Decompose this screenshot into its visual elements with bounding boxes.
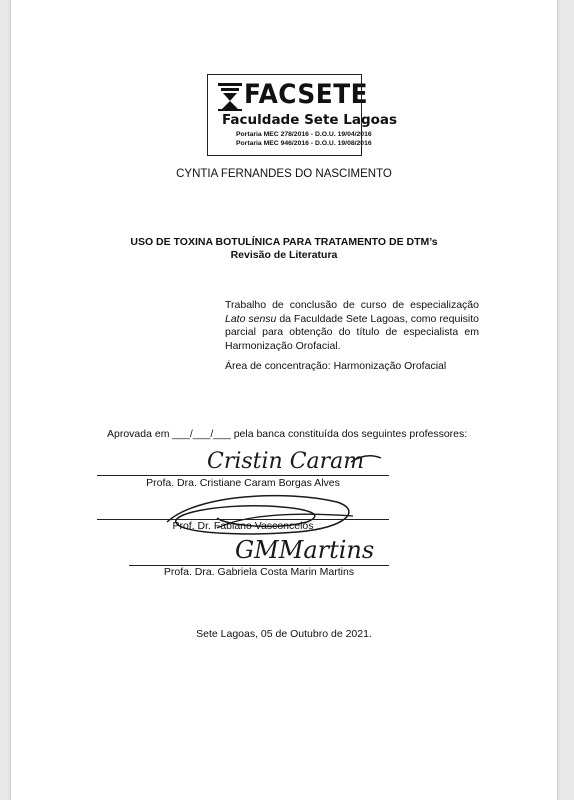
logo-portaria-2: Portaria MEC 946/2016 - D.O.U. 19/08/2016 [236, 140, 372, 147]
institution-logo [207, 74, 398, 156]
signature-line-1 [97, 475, 389, 476]
committee-member-1: Profa. Dra. Cristiane Caram Borgas Alves [146, 477, 340, 489]
approval-text: pela banca constituída dos seguintes professores: [233, 428, 468, 440]
signature-1 [201, 444, 391, 476]
logo-subtitle: Faculdade Sete Lagoas [222, 112, 398, 128]
facsete-mark-icon [218, 83, 242, 111]
committee-member-3: Profa. Dra. Gabriela Costa Marin Martins [163, 566, 355, 578]
purpose-suffix: da Faculdade Sete Lagoas, como requisito parcial para obtenção do título de especialista em Harmonização Orofacial. [225, 312, 480, 352]
concentration-area: Área de concentração: Harmonização Orofacial [225, 360, 447, 372]
document-subtitle: Revisão de Literatura [230, 249, 338, 261]
signature-3 [233, 530, 375, 566]
purpose-italic: Lato sensu [225, 312, 277, 325]
purpose-paragraph [225, 299, 479, 353]
document-title: USO DE TOXINA BOTULÍNICA PARA TRATAMENTO DE DTM’s [130, 236, 438, 248]
logo-portaria-1: Portaria MEC 278/2016 - D.O.U. 19/04/2016 [236, 131, 372, 138]
place-and-date: Sete Lagoas, 05 de Outubro de 2021. [196, 628, 372, 640]
signature-1-text: Cristin Caram [207, 449, 365, 474]
document-page [11, 0, 557, 800]
logo-title: FACSETE [244, 79, 369, 110]
approval-date-blank: ___/___/___ [172, 428, 231, 440]
approval-line [107, 428, 467, 440]
committee-member-2: Prof. Dr. Fabiano Vasconcelos [172, 520, 314, 532]
signature-3-text: GMMartins [235, 536, 375, 564]
purpose-prefix: Trabalho de conclusão de curso de especialização [225, 299, 479, 311]
author-name: CYNTIA FERNANDES DO NASCIMENTO [176, 168, 392, 180]
approval-label: Aprovada em [107, 428, 170, 440]
